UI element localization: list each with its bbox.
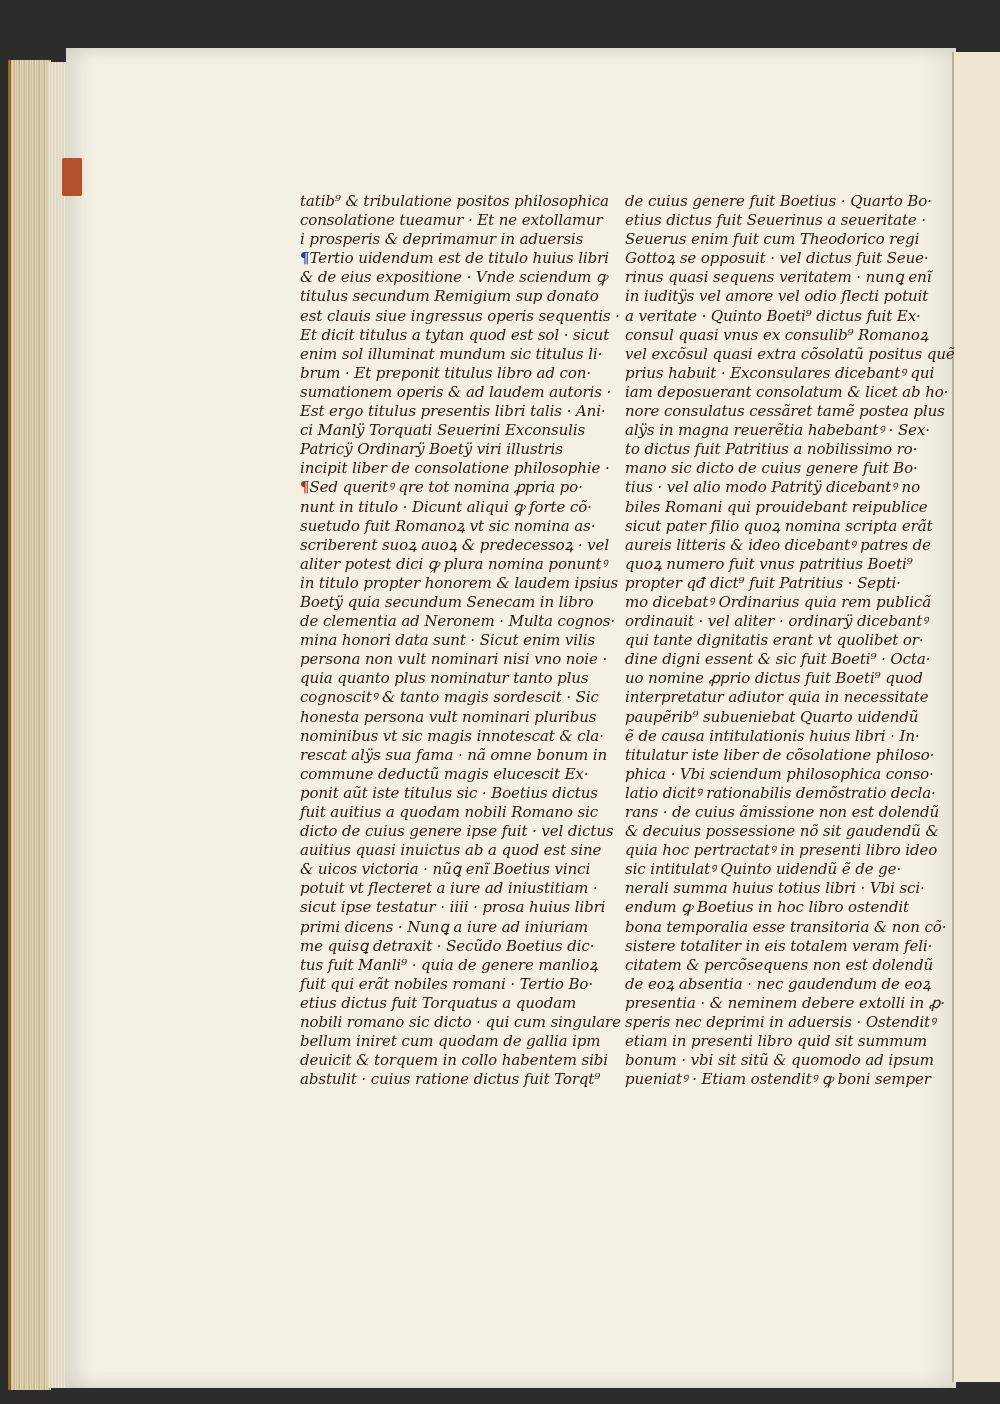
text-line: [300, 459, 610, 478]
text-line: [300, 211, 603, 230]
text-line-content: ordinauit · vel aliter · ordinarÿ dicebantꝰ: [625, 612, 928, 631]
text-line: [300, 1032, 601, 1051]
text-line: [625, 230, 920, 249]
text-line-content: rinus quasi sequens veritatem · nunꝗ enĩ: [625, 268, 932, 287]
text-line: [300, 230, 584, 249]
text-line: [625, 993, 945, 1013]
text-line: [625, 478, 921, 497]
text-line: [300, 688, 599, 707]
text-line-content: Boetÿ quia secundum Senecam in libro: [300, 592, 594, 611]
text-line-content: bonum · vbi sit sitũ & quomodo ad ipsum: [625, 1051, 934, 1070]
text-line-content: sicut ipse testatur · iiii · prosa huius libri: [300, 898, 606, 917]
text-line: [300, 516, 596, 536]
text-line: [300, 478, 583, 497]
text-line: [300, 402, 606, 421]
text-line: [625, 268, 932, 287]
text-line-content: ẽ de causa intitulationis huius libri · In·: [625, 726, 920, 745]
text-line: [625, 1070, 931, 1089]
text-line-content: scriberent suoꝝ auoꝝ & predecessoꝝ · vel: [300, 535, 610, 554]
paragraph-mark-icon: ¶: [300, 478, 310, 497]
text-line: [625, 287, 929, 306]
text-line-content: de clementia ad Neronem · Multa cognos·: [300, 612, 616, 631]
text-line: [300, 974, 594, 994]
text-line-content: dine digni essent & sic fuit Boeti⁹ · Octa·: [625, 650, 931, 669]
text-line: [300, 650, 608, 669]
text-line-content: Et dicit titulus a tytan quod est sol · sicut: [300, 325, 610, 344]
text-line: [625, 249, 929, 268]
text-line: [625, 803, 940, 822]
text-line: [300, 707, 597, 727]
text-line: [625, 974, 931, 994]
text-line: [625, 516, 933, 536]
text-line-content: tatib⁹ & tribulatione positos philosophica: [300, 192, 609, 210]
text-line-content: & de eius expositione · Vnde sciendum ꝙ: [300, 268, 608, 287]
text-line-content: etius dictus fuit Seuerinus a seueritate ·: [625, 211, 927, 230]
text-column-left: [300, 192, 621, 1089]
text-line: [300, 1013, 621, 1032]
text-line: [300, 745, 608, 765]
text-line-content: interpretatur adiutor quia in necessitate: [625, 688, 929, 707]
text-line-content: nobili romano sic dicto · qui cum singulare: [300, 1013, 621, 1032]
text-line-content: auitius quasi inuictus ab a quod est sine: [300, 841, 602, 860]
text-line: [625, 783, 936, 803]
text-line-content: consul quasi vnus ex consulib⁹ Romanoꝝ: [625, 325, 929, 344]
text-line: [300, 803, 599, 822]
text-line: [300, 554, 608, 574]
text-line: [300, 841, 602, 860]
text-line: [625, 535, 931, 555]
text-line-content: ponit aũt iste titulus sic · Boetius dictus: [300, 783, 598, 802]
text-line: [625, 822, 939, 841]
text-line-content: paupẽrib⁹ subueniebat Quarto uidendũ: [625, 707, 919, 726]
text-line: [625, 344, 955, 364]
text-line-content: de eoꝝ absentia · nec gaudendum de eoꝝ: [625, 974, 931, 993]
text-line-content: tius · vel alio modo Patritÿ dicebantꝰ no: [625, 478, 921, 497]
text-line: [625, 650, 931, 669]
text-line: [625, 592, 932, 612]
text-line: [300, 440, 580, 459]
text-line-content: etius dictus fuit Torquatus a quodam: [300, 993, 577, 1012]
text-line: [300, 268, 608, 287]
text-line-content: potuit vt flecteret a iure ad iniustitiam ·: [300, 879, 598, 898]
text-line-content: mano sic dicto de cuius genere fuit Bo·: [625, 459, 918, 478]
text-line-content: in titulo propter honorem & laudem ipsius: [300, 573, 619, 592]
text-line: [625, 440, 918, 459]
text-line: [625, 764, 934, 784]
text-line-content: commune deductũ magis elucescit Ex·: [300, 764, 589, 783]
text-line: [300, 192, 609, 211]
text-line: [300, 822, 614, 841]
text-line: [625, 898, 910, 917]
text-line: [625, 631, 924, 650]
text-line-content: Patricÿ Ordinarÿ Boetÿ viri illustris: [300, 440, 563, 459]
text-line-content: mina honori data sunt · Sicut enim vilis: [300, 631, 595, 650]
text-line-content: iam deposuerant consolatum & licet ab ho·: [625, 382, 949, 401]
text-line-content: propter qđ dict⁹ fuit Patritius · Septi·: [625, 573, 901, 592]
text-line: [625, 707, 919, 727]
text-line-content: enim sol illuminat mundum sic titulus li·: [300, 344, 603, 363]
text-line-content: a veritate · Quinto Boeti⁹ dictus fuit Ex·: [625, 306, 921, 325]
text-line-content: uo nomine ꝓprio dictus fuit Boeti⁹ quod: [625, 669, 923, 688]
text-line-content: brum · Et preponit titulus libro ad con·: [300, 363, 592, 382]
text-line: [300, 764, 589, 784]
text-line-content: mo dicebatꝰ Ordinarius quia rem publicã: [625, 592, 932, 611]
text-line-content: citatem & percõsequens non est dolendũ: [625, 955, 934, 974]
text-line: [300, 936, 595, 956]
text-line-content: dicto de cuius genere ipse fuit · vel dictus: [300, 822, 614, 841]
text-line-content: in iuditÿs vel amore vel odio flecti potuit: [625, 287, 929, 306]
text-line-content: sistere totaliter in eis totalem veram feli·: [625, 936, 933, 955]
text-line: [300, 669, 589, 688]
text-line: [300, 917, 588, 937]
text-line: [625, 917, 947, 937]
text-line-content: bellum iniret cum quodam de gallia ipm: [300, 1032, 601, 1051]
text-line: [625, 1051, 934, 1070]
text-line: [300, 783, 598, 803]
text-line: [300, 1051, 608, 1070]
text-line: [300, 363, 592, 383]
text-line-content: aliter potest dici ꝙ plura nomina ponuntꝰ: [300, 554, 608, 573]
text-line-content: sicut pater filio quoꝝ nomina scripta erãt: [625, 516, 933, 535]
facing-page-edge: [952, 52, 1000, 1382]
text-line: [625, 402, 945, 421]
text-line: [625, 325, 929, 345]
text-line-content: quia hoc pertractatꝰ in presenti libro ideo: [625, 841, 938, 860]
text-line: [300, 898, 606, 917]
text-line-content: vel excõsul quasi extra cõsolatũ positus quẽ: [625, 344, 955, 363]
text-line-content: quoꝝ numero fuit vnus patritius Boeti⁹: [625, 554, 913, 573]
text-line: [300, 573, 619, 593]
text-line-content: quia quanto plus nominatur tanto plus: [300, 669, 589, 688]
text-line-content: & decuius possessione nõ sit gaudendũ &: [625, 822, 939, 841]
text-line: [625, 726, 920, 746]
text-line-content: cognoscitꝰ & tanto magis sordescit · Sic: [300, 688, 599, 707]
text-line: [625, 955, 934, 975]
paragraph-mark-icon: ¶: [300, 249, 310, 268]
text-line: [625, 841, 938, 860]
text-line-content: speris nec deprimi in aduersis · Ostenditꝰ: [625, 1013, 936, 1032]
text-line: [625, 860, 910, 879]
text-line-content: Sed queritꝰ qre tot nomina ꝓpria po·: [309, 478, 583, 497]
text-line-content: consolatione tueamur · Et ne extollamur: [300, 211, 603, 230]
text-line: [300, 860, 591, 879]
text-line: [625, 936, 933, 956]
text-line-content: fuit auitius a quodam nobili Romano sic: [300, 803, 599, 821]
text-line: [625, 497, 928, 517]
text-line-content: honesta persona vult nominari pluribus: [300, 707, 597, 726]
text-line-content: rans · de cuius ãmissione non est dolendũ: [625, 803, 940, 821]
text-line: [625, 382, 949, 402]
text-line-content: & uicos victoria · nũꝗ enĩ Boetius vinci: [300, 860, 591, 879]
text-line: [625, 421, 930, 440]
text-line: [625, 306, 921, 326]
text-line-content: ci Manlÿ Torquati Seuerini Exconsulis: [300, 421, 586, 440]
text-line: [300, 497, 592, 517]
text-column-right: [625, 192, 955, 1089]
text-line: [300, 994, 580, 1013]
text-line: [300, 287, 599, 306]
text-line-content: nerali summa huius totius libri · Vbi sci·: [625, 879, 925, 898]
text-line-content: Tertio uidendum est de titulo huius libri: [309, 249, 609, 268]
text-line-content: incipit liber de consolatione philosophie ·: [300, 459, 610, 478]
text-line-content: Seuerus enim fuit cum Theodorico regi: [625, 230, 920, 249]
text-line-content: persona non vult nominari nisi vno noie ·: [300, 650, 608, 669]
text-line: [625, 554, 913, 574]
text-line-content: etiam in presenti libro quid sit summum: [625, 1032, 928, 1051]
text-line: [625, 1013, 936, 1032]
text-line-content: est clauis siue ingressus operis sequentis ·: [300, 306, 620, 325]
text-line: [300, 592, 594, 612]
text-line-content: bona temporalia esse transitoria & non cõ·: [625, 917, 947, 936]
text-line-content: presentia · & neminem debere extolli in ꝓ·: [625, 993, 945, 1012]
text-line: [300, 726, 604, 746]
bookmark-tab: [62, 158, 82, 196]
text-line: [625, 612, 928, 631]
text-line-content: biles Romani qui prouidebant reipublice: [625, 497, 928, 516]
text-line-content: titulus secundum Remigium sup donato: [300, 287, 599, 306]
text-line: [625, 879, 925, 898]
text-line-content: tus fuit Manli⁹ · quia de genere manlioꝝ: [300, 955, 598, 974]
text-line-content: sic intitulatꝰ Quinto uidendũ ẽ de ge·: [625, 860, 902, 879]
text-line: [300, 325, 610, 345]
text-line: [300, 879, 598, 898]
text-line-content: qui tante dignitatis erant vt quolibet or·: [625, 631, 924, 650]
text-line: [300, 344, 603, 364]
text-line-content: phica · Vbi sciendum philosophica conso·: [625, 764, 934, 783]
text-line-content: i prosperis & deprimamur in aduersis: [300, 230, 584, 249]
text-line-content: pueniatꝰ · Etiam ostenditꝰ ꝙ boni semper: [625, 1070, 931, 1089]
text-line-content: rescat alÿs sua fama · nã omne bonum in: [300, 745, 608, 764]
text-line: [625, 1032, 928, 1051]
text-line-content: nunt in titulo · Dicunt aliqui ꝙ forte cõ·: [300, 497, 592, 516]
text-line: [300, 1070, 601, 1089]
text-line: [300, 249, 609, 268]
text-line-content: de cuius genere fuit Boetius · Quarto Bo·: [625, 192, 932, 210]
text-line: [300, 631, 595, 650]
text-line: [625, 459, 918, 478]
text-line: [625, 688, 929, 707]
text-line-content: fuit qui erãt nobiles romani · Tertio Bo·: [300, 974, 594, 993]
text-line-content: Gottoꝝ se opposuit · vel dictus fuit Seue·: [625, 249, 929, 268]
text-line: [625, 192, 932, 211]
text-line: [300, 535, 610, 555]
text-line-content: aureis litteris & ideo dicebantꝰ patres de: [625, 535, 931, 554]
text-line: [625, 745, 935, 765]
text-line: [300, 306, 620, 326]
text-line-content: prius habuit · Exconsulares dicebantꝰ qui: [625, 363, 935, 382]
text-line-content: endum ꝙ Boetius in hoc libro ostendit: [625, 898, 909, 917]
text-line-content: nore consulatus cessãret tamẽ postea plus: [625, 402, 945, 421]
text-line: [625, 574, 910, 593]
text-line: [300, 612, 616, 631]
text-line-content: sumationem operis & ad laudem autoris ·: [300, 382, 612, 401]
text-line-content: abstulit · cuius ratione dictus fuit Torqt⁹: [300, 1070, 601, 1089]
text-line: [300, 382, 612, 402]
text-line: [625, 211, 927, 230]
text-line: [625, 363, 935, 383]
text-line-content: Est ergo titulus presentis libri talis · Ani·: [300, 402, 606, 421]
text-line-content: alÿs in magna reuerẽtia habebantꝰ · Sex·: [625, 421, 930, 440]
text-line-content: to dictus fuit Patritius a nobilissimo ro·: [625, 440, 918, 459]
text-line-content: nominibus vt sic magis innotescat & cla·: [300, 726, 604, 745]
text-line: [300, 955, 598, 975]
text-line-content: deuicit & torquem in collo habentem sibi: [300, 1051, 608, 1070]
text-line-content: latio dicitꝰ rationabilis demõstratio decla·: [625, 783, 936, 802]
text-line-content: suetudo fuit Romanoꝝ vt sic nomina as·: [300, 516, 596, 535]
book-fore-edge: [8, 60, 51, 1390]
text-line-content: titulatur iste liber de cõsolatione philoso·: [625, 745, 935, 764]
text-line-content: me quisꝗ detraxit · Secũdo Boetius dic·: [300, 936, 595, 955]
text-line-content: primi dicens · Nunꝗ a iure ad iniuriam: [300, 917, 588, 936]
text-line: [625, 669, 923, 688]
text-line: [300, 421, 586, 440]
